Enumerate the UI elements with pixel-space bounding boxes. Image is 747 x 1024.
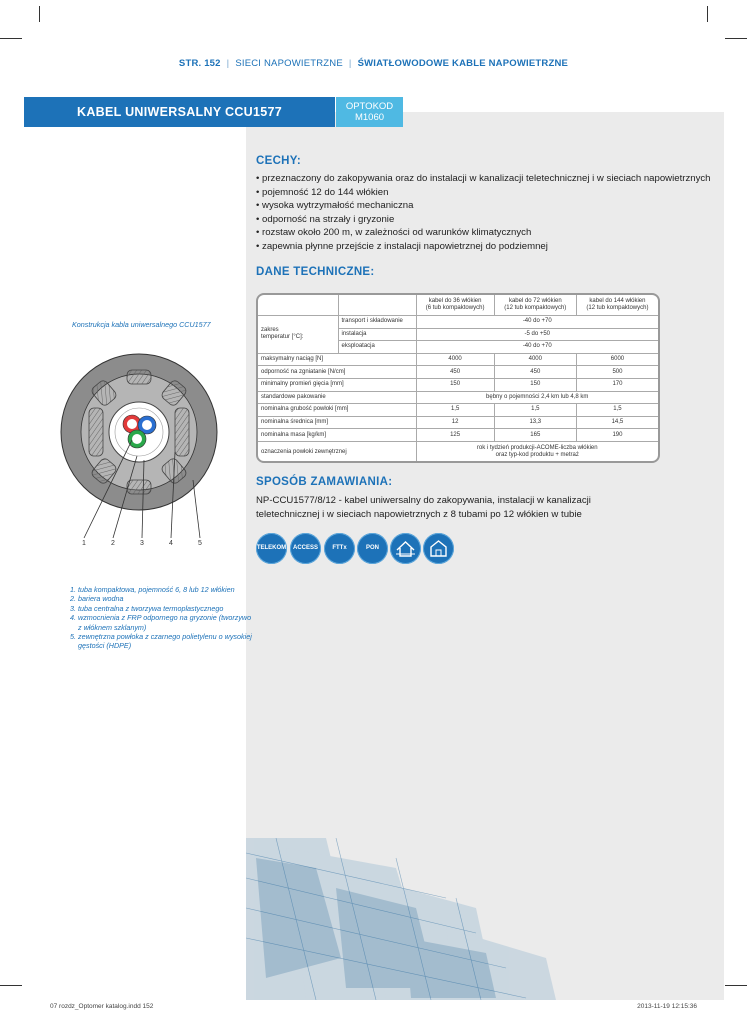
column-header: kabel do 72 włókien (12 tub kompaktowych) bbox=[494, 295, 576, 316]
part-item: 3. tuba centralna z tworzywa termoplastycznego bbox=[78, 604, 253, 613]
cell: 4000 bbox=[494, 353, 576, 366]
cell: 190 bbox=[576, 429, 658, 442]
diagram-caption: Konstrukcja kabla uniwersalnego CCU1577 bbox=[72, 320, 211, 329]
column-header: kabel do 36 włókien (6 tub kompaktowych) bbox=[416, 295, 494, 316]
page-number: STR. 152 bbox=[178, 58, 221, 69]
part-item: 5. zewnętrzna powłoka z czarnego polietylenu o wysokiej gęstości (HDPE) bbox=[78, 632, 253, 651]
callout-number: 5 bbox=[198, 540, 202, 547]
cell: 500 bbox=[576, 366, 658, 379]
callout-number: 2 bbox=[111, 540, 115, 547]
cell: 1,5 bbox=[576, 404, 658, 417]
row-label: odporność na zgniatanie [N/cm] bbox=[258, 366, 416, 379]
table-row bbox=[258, 353, 658, 366]
table-row bbox=[258, 429, 658, 442]
product-title: KABEL UNIWERSALNY CCU1577 bbox=[77, 105, 282, 119]
feature-item: • rozstaw około 200 m, w zależności od warunków klimatycznych bbox=[256, 226, 711, 240]
cell: 1,5 bbox=[416, 404, 494, 417]
cell: 4000 bbox=[416, 353, 494, 366]
cell: bębny o pojemności 2,4 km lub 4,8 km bbox=[416, 391, 658, 404]
underground-house-icon bbox=[390, 533, 421, 564]
features-heading: CECHY: bbox=[256, 155, 302, 167]
badge-fttx: FTTx bbox=[324, 533, 355, 564]
feature-item: • pojemność 12 do 144 włókien bbox=[256, 186, 711, 200]
order-text: NP-CCU1577/8/12 - kabel uniwersalny do zakopywania, instalacji w kanalizacji teletechnicznej i w sieciach napowietrznych z 8 tubami po 12 włókien w tubie bbox=[256, 495, 591, 520]
order-heading: SPOSÓB ZAMAWIANIA: bbox=[256, 476, 393, 488]
row-label: minimalny promień gięcia [mm] bbox=[258, 378, 416, 391]
row-label: nominalna średnica [mm] bbox=[258, 416, 416, 429]
callout-number: 1 bbox=[82, 540, 86, 547]
row-label: nominalna grubość powłoki [mm] bbox=[258, 404, 416, 417]
footer-timestamp: 2013-11-19 12:15:36 bbox=[637, 1003, 697, 1010]
row-label: eksploatacja bbox=[338, 341, 416, 354]
section-name: SIECI NAPOWIETRZNE bbox=[235, 58, 343, 69]
crop-mark bbox=[725, 985, 747, 986]
cable-cross-section-diagram bbox=[55, 340, 230, 540]
crop-mark bbox=[725, 38, 747, 39]
temperature-label: zakres temperatur [°C]: bbox=[258, 316, 338, 354]
features-list bbox=[256, 172, 711, 254]
architecture-illustration bbox=[246, 838, 724, 1000]
cell: -40 do +70 bbox=[416, 316, 658, 329]
cell: 12 bbox=[416, 416, 494, 429]
row-label: oznaczenia powłoki zewnętrznej bbox=[258, 441, 416, 463]
table-row bbox=[258, 316, 658, 329]
badge-access: ACCESS bbox=[290, 533, 321, 564]
callout-number: 4 bbox=[169, 540, 173, 547]
tech-table bbox=[256, 293, 660, 463]
tech-heading: DANE TECHNICZNE: bbox=[256, 266, 375, 278]
table-row bbox=[258, 404, 658, 417]
crop-mark bbox=[707, 6, 708, 22]
feature-item: • przeznaczony do zakopywania oraz do instalacji w kanalizacji teletechnicznej i w sieciach napowietrznych bbox=[256, 172, 711, 186]
cell: 125 bbox=[416, 429, 494, 442]
parts-legend bbox=[66, 585, 253, 651]
crop-mark bbox=[0, 985, 22, 986]
cell: rok i tydzień produkcji-ACOME-liczba włókien oraz typ-kod produktu + metraż bbox=[416, 441, 658, 463]
part-item: 4. wzmocnienia z FRP odpornego na gryzonie (tworzywo z włóknem szklanym) bbox=[78, 613, 253, 632]
table-row bbox=[258, 416, 658, 429]
part-item: 2. bariera wodna bbox=[78, 594, 253, 603]
row-label: transport i składowanie bbox=[338, 316, 416, 329]
feature-item: • odporność na strzały i gryzonie bbox=[256, 213, 711, 227]
feature-item: • wysoka wytrzymałość mechaniczna bbox=[256, 199, 711, 213]
cell: -5 do +50 bbox=[416, 328, 658, 341]
table-row bbox=[258, 378, 658, 391]
row-label: instalacja bbox=[338, 328, 416, 341]
feature-item: • zapewnia płynne przejście z instalacji napowietrznej do podziemnej bbox=[256, 240, 711, 254]
category-name: ŚWIATŁOWODOWE KABLE NAPOWIETRZNE bbox=[357, 58, 569, 69]
cell: 150 bbox=[494, 378, 576, 391]
callout-number: 3 bbox=[140, 540, 144, 547]
cell: 450 bbox=[416, 366, 494, 379]
optokod-box bbox=[336, 97, 403, 127]
table-row bbox=[258, 441, 658, 463]
cell: 165 bbox=[494, 429, 576, 442]
product-title-bar bbox=[24, 97, 335, 127]
row-label: maksymalny naciąg [N] bbox=[258, 353, 416, 366]
building-icon bbox=[423, 533, 454, 564]
running-header: STR. 152 | SIECI NAPOWIETRZNE | ŚWIATŁOWODOWE KABLE NAPOWIETRZNE bbox=[178, 58, 569, 69]
part-item: 1. tuba kompaktowa, pojemność 6, 8 lub 12 włókien bbox=[78, 585, 253, 594]
crop-mark bbox=[0, 38, 22, 39]
optokod-value: M1060 bbox=[354, 112, 385, 123]
crop-mark bbox=[39, 6, 40, 22]
table-row bbox=[258, 366, 658, 379]
optokod-label: OPTOKOD bbox=[345, 101, 394, 112]
badge-pon: PON bbox=[357, 533, 388, 564]
cell: 13,3 bbox=[494, 416, 576, 429]
cell: 1,5 bbox=[494, 404, 576, 417]
row-label: nominalna masa [kg/km] bbox=[258, 429, 416, 442]
cell: 6000 bbox=[576, 353, 658, 366]
cell: -40 do +70 bbox=[416, 341, 658, 354]
cell: 170 bbox=[576, 378, 658, 391]
cell: 14,5 bbox=[576, 416, 658, 429]
badge-telekom: TELEKOM bbox=[256, 533, 287, 564]
cell: 150 bbox=[416, 378, 494, 391]
cell: 450 bbox=[494, 366, 576, 379]
column-header: kabel do 144 włókien (12 tub kompaktowych) bbox=[576, 295, 658, 316]
footer-file: 07 rozdz_Optomer katalog.indd 152 bbox=[50, 1003, 154, 1010]
table-row bbox=[258, 391, 658, 404]
row-label: standardowe pakowanie bbox=[258, 391, 416, 404]
table-row bbox=[258, 295, 658, 316]
